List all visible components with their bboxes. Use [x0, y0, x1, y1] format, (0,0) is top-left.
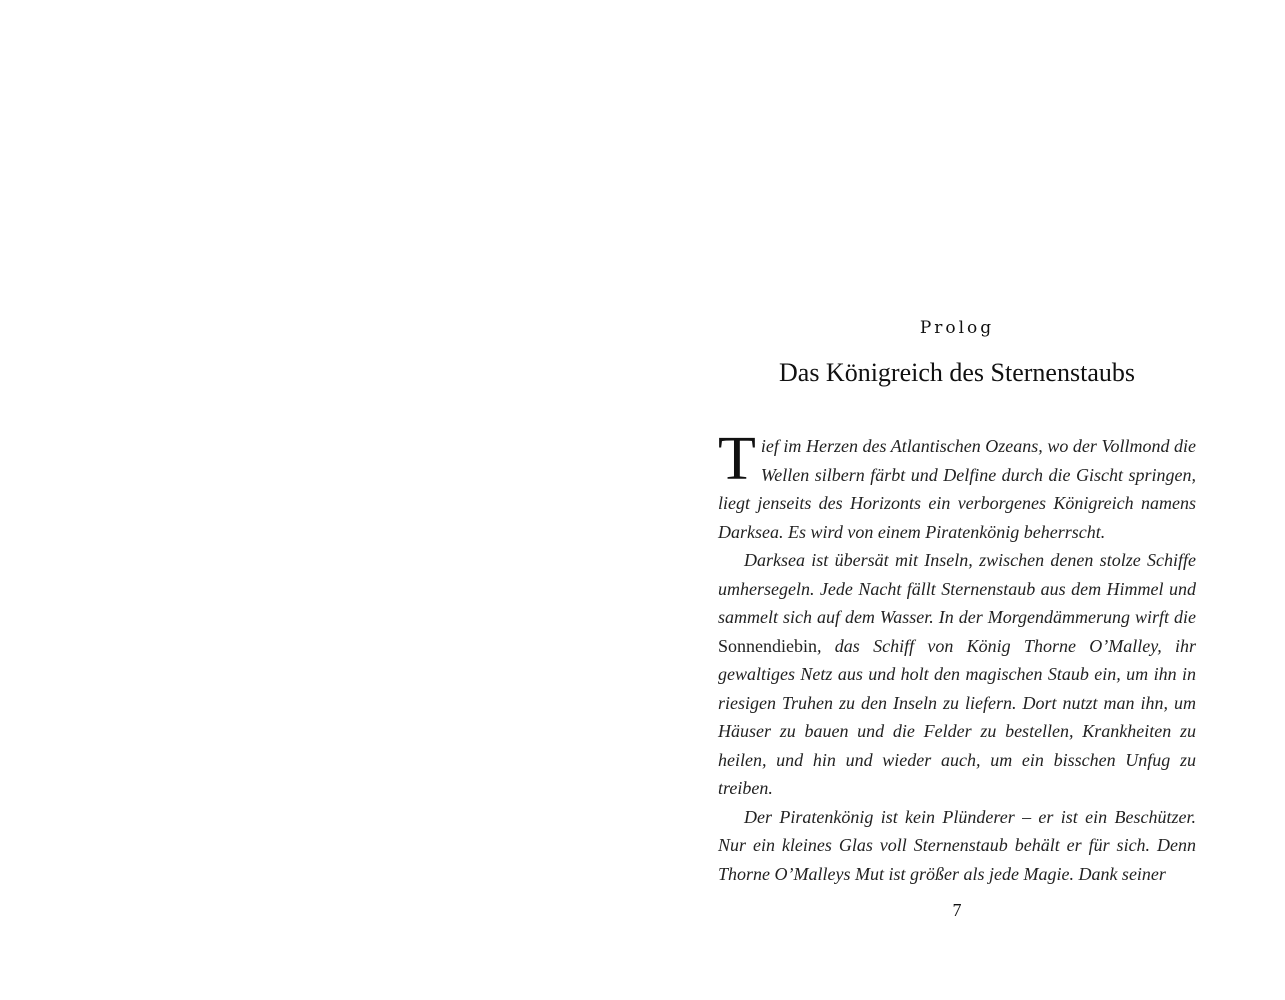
page-number: 7	[952, 900, 962, 920]
paragraph-2-text-end: , das Schiff von König Thorne O’Malley, ihr gewaltiges Netz aus und holt den magischen Staub ein, um ihn in riesigen Truhen zu den Inseln zu liefern. Dort nutzt man ihn, um Häuser zu bauen und die Felder zu bestellen, Krankheiten zu heilen, und hin und wieder auch, um ein bisschen Unfug zu treiben.	[718, 635, 1196, 798]
chapter-kicker: Prolog	[919, 318, 995, 338]
chapter-body	[718, 425, 1196, 888]
paragraph-2-text-start: Darksea ist übersät mit Inseln, zwischen denen stolze Schiffe umhersegeln. Jede Nacht fällt Sternenstaub aus dem Himmel und sammelt sich auf dem Wasser. In der Morgendämmerung wirft die	[718, 550, 1196, 627]
drop-cap: T	[718, 425, 756, 493]
paragraph-3: Der Piratenkönig ist kein Plünderer – er ist ein Beschützer. Nur ein kleines Glas voll Sternenstaub behält er für sich. Denn Thorne O’Malleys Mut ist größer als jede Magie. Dank seiner	[718, 806, 1196, 884]
paragraph-1-text: ief im Herzen des Atlantischen Ozeans, wo der Vollmond die Wellen silbern färbt und Delfine durch die Gischt springen, liegt jenseits des Horizonts ein verborgenes Königreich namens Darksea. Es wird von einem Piratenkönig beherrscht.	[718, 436, 1196, 542]
ship-name: Sonnendiebin	[718, 635, 817, 656]
paragraph-2	[718, 546, 1196, 803]
paragraph-1	[718, 425, 1196, 546]
chapter-title: Das Königreich des Sternenstaubs	[779, 358, 1135, 387]
left-page-blank	[0, 0, 642, 1000]
